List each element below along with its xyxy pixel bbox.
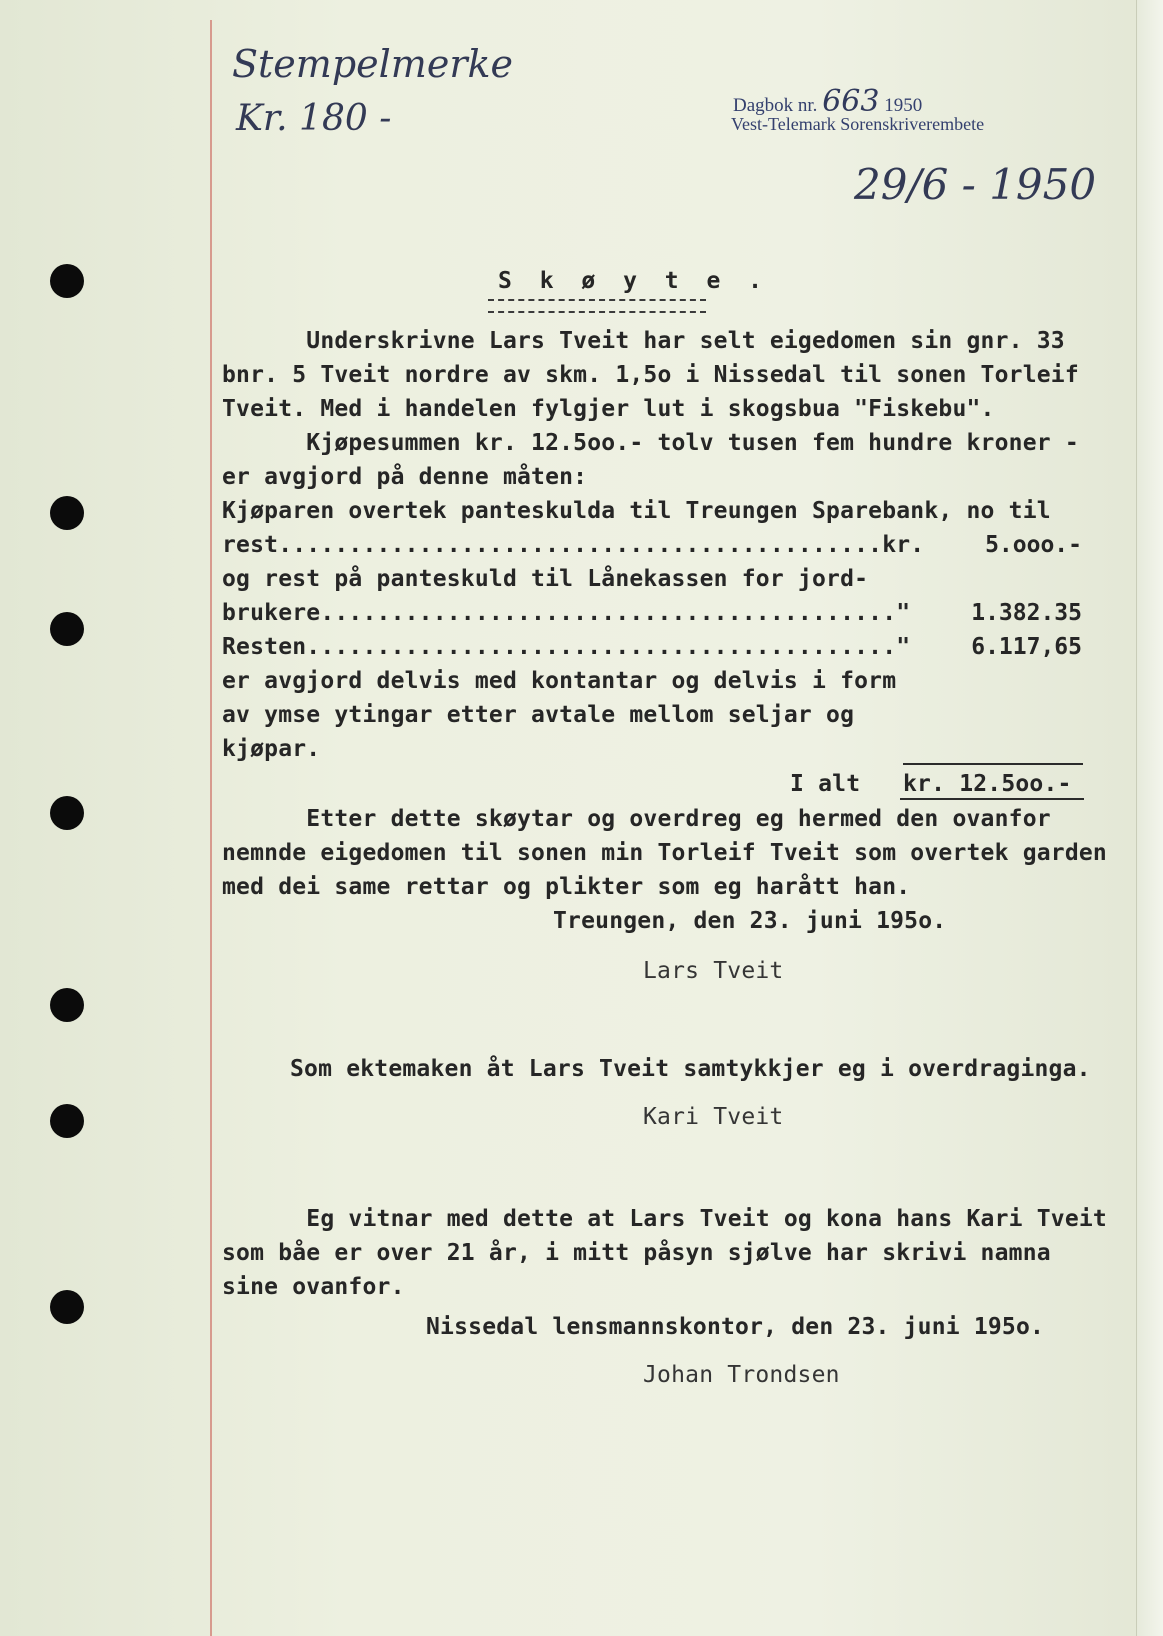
text-line: er avgjord delvis med kontantar og delvis i form [222, 668, 897, 694]
ledger-amount: 5.ooo.- [985, 532, 1082, 558]
text-line: nemnde eigedomen til sonen min Torleif Tveit som overtek garden [222, 840, 1107, 866]
consent-line: Som ektemaken åt Lars Tveit samtykkjer eg i overdraginga. [290, 1056, 1091, 1082]
total-amount: kr. 12.5oo.- [903, 771, 1072, 797]
punch-hole [50, 496, 84, 530]
total-underline [900, 798, 1084, 800]
ledger-line: brukere........................................." [222, 600, 911, 626]
text-line: Underskrivne Lars Tveit har selt eigedomen sin gnr. 33 [222, 328, 1065, 354]
text-line: av ymse ytingar etter avtale mellom seljar og [222, 702, 855, 728]
total-rule [903, 763, 1083, 765]
text-line: bnr. 5 Tveit nordre av skm. 1,5o i Nissedal til sonen Torleif [222, 362, 1079, 388]
stamp-year: 1950 [884, 95, 923, 116]
place-date: Treungen, den 23. juni 195o. [553, 908, 947, 934]
signature-typed: Kari Tveit [643, 1104, 784, 1130]
handwritten-stamp-fee-label: Stempelmerke [232, 42, 513, 86]
ledger-line: rest...........................................kr. [222, 532, 925, 558]
text-line: Kjøparen overtek panteskulda til Treungen Sparebank, no til [222, 498, 1051, 524]
ledger-amount: 1.382.35 [971, 600, 1082, 626]
text-line: Tveit. Med i handelen fylgjer lut i skogsbua "Fiskebu". [222, 396, 995, 422]
title-underline [488, 299, 706, 313]
text-line: sine ovanfor. [222, 1274, 405, 1300]
text-line: kjøpar. [222, 736, 321, 762]
signature-typed: Johan Trondsen [643, 1362, 840, 1388]
text-line: Kjøpesummen kr. 12.5oo.- tolv tusen fem hundre kroner - [222, 430, 1079, 456]
punch-hole [50, 1104, 84, 1138]
punch-hole [50, 1290, 84, 1324]
signature-typed: Lars Tveit [643, 958, 784, 984]
punch-hole [50, 612, 84, 646]
text-line: som båe er over 21 år, i mitt påsyn sjølve har skrivi namna [222, 1240, 1051, 1266]
place-date: Nissedal lensmannskontor, den 23. juni 195o. [426, 1314, 1045, 1340]
text-line: med dei same rettar og plikter som eg harått han. [222, 874, 911, 900]
total-label: I alt [790, 771, 861, 797]
page-edge [1136, 0, 1163, 1636]
ledger-line: og rest på panteskuld til Lånekassen for jord- [222, 566, 869, 592]
text-line: er avgjord på denne måten: [222, 464, 588, 490]
ledger-amount: 6.117,65 [971, 634, 1082, 660]
margin-rule [210, 20, 212, 1636]
stamp-number: 663 [822, 84, 880, 119]
punch-hole [50, 988, 84, 1022]
handwritten-registration-date: 29/6 - 1950 [854, 160, 1097, 209]
document-title: S k ø y t e . [498, 268, 770, 294]
text-line: Eg vitnar med dette at Lars Tveit og kona hans Kari Tveit [222, 1206, 1107, 1232]
text-line: Etter dette skøytar og overdreg eg hermed den ovanfor [222, 806, 1051, 832]
handwritten-stamp-fee-amount: Kr. 180 - [236, 98, 392, 139]
punch-hole [50, 796, 84, 830]
ledger-line: Resten.........................................." [222, 634, 911, 660]
punch-hole [50, 264, 84, 298]
registry-stamp-line2: Vest-Telemark Sorenskriverembete [731, 114, 985, 134]
stamp-prefix: Dagbok nr. [733, 95, 818, 116]
